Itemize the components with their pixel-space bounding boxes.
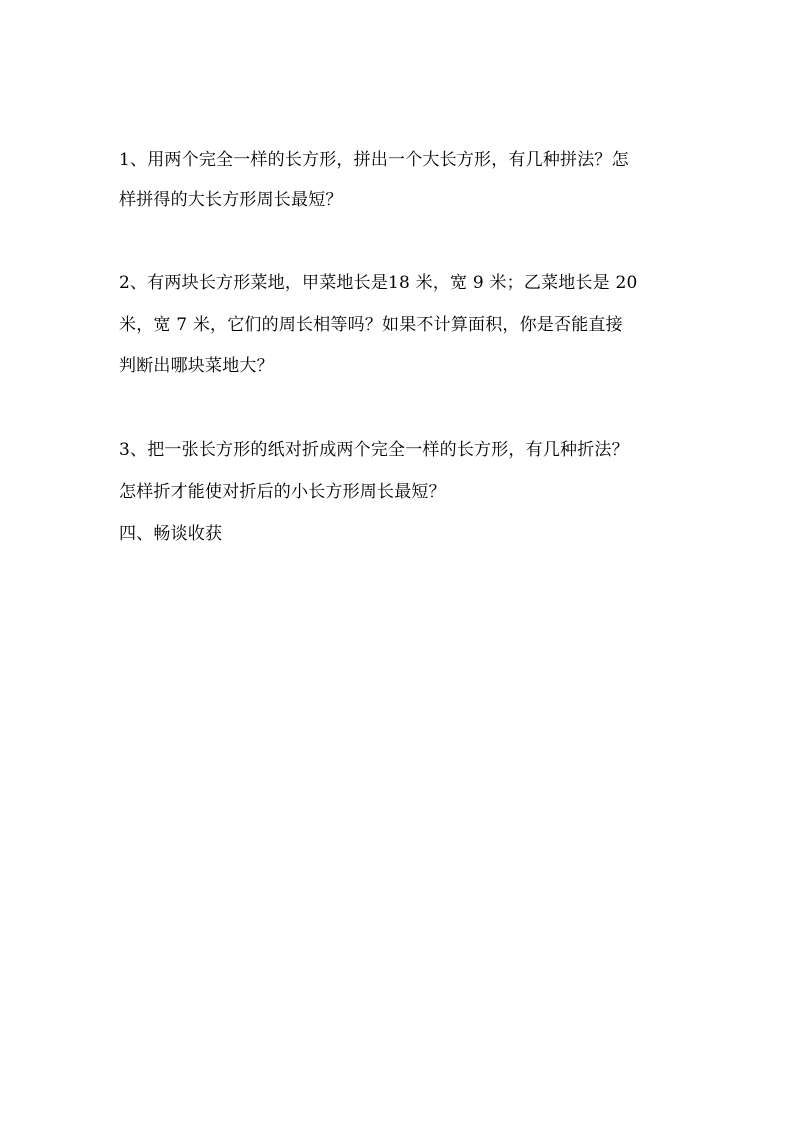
question-2-line-2: 米，宽 7 米，它们的周长相等吗？如果不计算面积，你是否能直接 (119, 315, 623, 335)
question-1-line-2: 样拼得的大长方形周长最短？ (119, 190, 343, 210)
question-2-line-3: 判断出哪块菜地大？ (119, 356, 274, 376)
section-heading: 四、畅谈收获 (119, 524, 223, 544)
question-2-line-1: 2、有两块长方形菜地，甲菜地长是18 米，宽 9 米；乙菜地长是 20 (119, 273, 638, 293)
question-1-line-1: 1、用两个完全一样的长方形，拼出一个大长方形，有几种拼法？怎 (119, 150, 629, 170)
question-3-line-2: 怎样折才能使对折后的小长方形周长最短？ (119, 482, 446, 502)
question-3-line-1: 3、把一张长方形的纸对折成两个完全一样的长方形，有几种折法？ (119, 440, 629, 460)
